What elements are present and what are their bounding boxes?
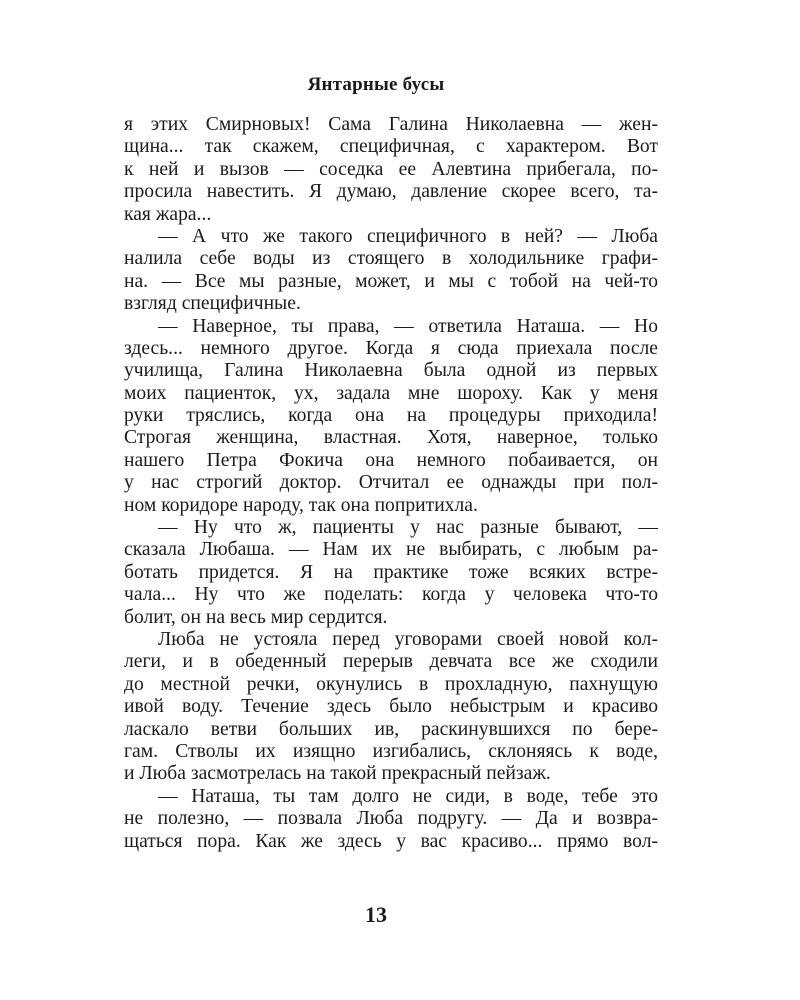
- text-line: чала... Ну что же поделать: когда у человека что-то: [124, 584, 658, 606]
- text-line: взгляд специфичные.: [124, 293, 301, 315]
- text-line: и Люба засмотрелась на такой прекрасный пейзаж.: [124, 763, 551, 785]
- text-line: нашего Петра Фокича она немного побаивается, он: [124, 449, 658, 471]
- text-line: — Наташа, ты там долго не сиди, в воде, тебе это: [158, 785, 658, 807]
- text-line: болит, он на весь мир сердится.: [124, 606, 388, 628]
- text-line: я этих Смирновых! Сама Галина Николаевна — жен-: [124, 114, 658, 135]
- text-line: щаться пора. Как же здесь у вас красиво... прямо вол-: [124, 830, 658, 852]
- text-line: — Ну что ж, пациенты у нас разные бывают, —: [158, 517, 658, 539]
- text-line: Люба не устояла перед уговорами своей новой кол-: [158, 628, 658, 650]
- text-line: здесь... немного другое. Когда я сюда приехала после: [124, 337, 658, 359]
- text-line: ном коридоре народу, так она попритихла.: [124, 494, 478, 516]
- text-line: щина... так скажем, специфичная, с характером. Вот: [124, 136, 658, 158]
- text-line: руки тряслись, когда она на процедуры приходила!: [124, 405, 658, 427]
- text-line: моих пациенток, ух, задала мне шороху. Как у меня: [124, 382, 658, 404]
- text-line: леги, и в обеденный перерыв девчата все же сходили: [124, 651, 658, 673]
- text-line: налила себе воды из стоящего в холодильнике графи-: [124, 248, 658, 270]
- text-line: просила навестить. Я думаю, давление скорее всего, та-: [124, 181, 658, 203]
- text-line: сказала Любаша. — Нам их не выбирать, с любым ра-: [124, 539, 658, 561]
- body-text: [124, 114, 658, 853]
- text-line: кая жара...: [124, 203, 212, 225]
- text-line: к ней и вызов — соседка ее Алевтина прибегала, по-: [124, 158, 658, 180]
- page-number: 13: [365, 902, 387, 927]
- text-line: — А что же такого специфичного в ней? — Люба: [158, 225, 658, 247]
- running-head: Янтарные бусы: [307, 74, 445, 95]
- text-line: Строгая женщина, властная. Хотя, наверное, только: [124, 427, 658, 449]
- text-line: на. — Все мы разные, может, и мы с тобой на чей-то: [124, 270, 658, 292]
- text-line: ботать придется. Я на практике тоже всяких встре-: [124, 561, 658, 583]
- text-line: ласкало ветви больших ив, раскинувшихся по бере-: [124, 718, 658, 740]
- text-line: у нас строгий доктор. Отчитал ее однажды при пол-: [124, 472, 658, 494]
- text-line: гам. Стволы их изящно изгибались, склоняясь к воде,: [124, 740, 658, 762]
- text-line: не полезно, — позвала Люба подругу. — Да и возвра-: [124, 808, 658, 830]
- text-line: ивой воду. Течение здесь было небыстрым и красиво: [124, 696, 658, 718]
- text-line: до местной речки, окунулись в прохладную, пахнущую: [124, 673, 658, 695]
- text-line: — Наверное, ты права, — ответила Наташа. — Но: [158, 315, 658, 337]
- text-line: училища, Галина Николаевна была одной из первых: [124, 360, 658, 382]
